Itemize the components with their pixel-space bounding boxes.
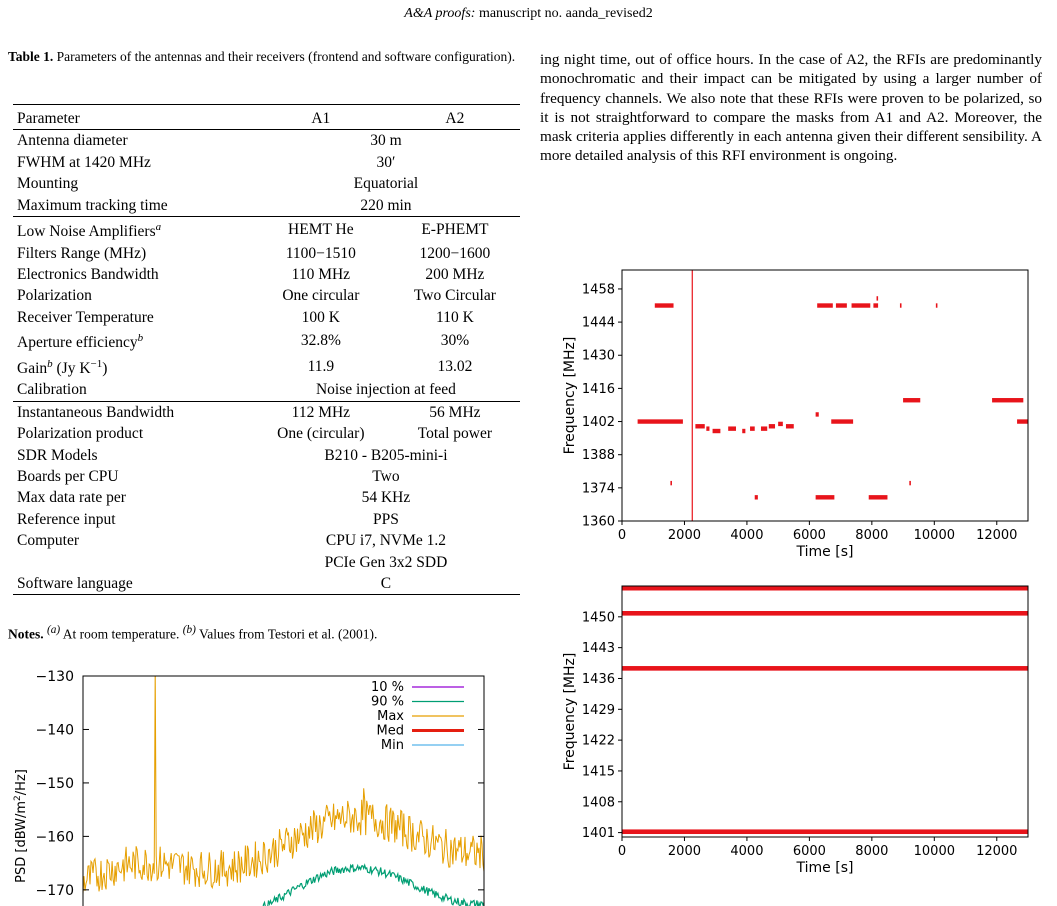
rfi-segment: [903, 398, 920, 402]
rfi-segment: [755, 495, 758, 499]
footnote-mark: b: [47, 357, 53, 370]
table-cell-shared: B210 - B205-mini-i: [324, 446, 448, 464]
y-tick-label: 1360: [581, 514, 615, 530]
y-tick-label: 1458: [581, 282, 615, 298]
table-cell-a1: HEMT He: [252, 217, 390, 243]
table-notes: [8, 624, 520, 643]
parameter-name: Polarization product: [17, 425, 144, 443]
table-cell-parameter: [13, 509, 252, 530]
table-cell-parameter: [13, 173, 252, 194]
table-cell-shared: 30 m: [370, 132, 402, 150]
y-tick-label: 1402: [581, 415, 615, 431]
x-tick-label: 4000: [730, 528, 764, 543]
legend-label: 90 %: [370, 694, 404, 710]
table-cell-a1: One (circular): [277, 425, 365, 443]
parameter-name: Mounting: [17, 175, 79, 193]
table-row: [13, 509, 520, 530]
rfi-segment: [836, 303, 847, 307]
table-cell-parameter: [13, 307, 252, 328]
table-row: [13, 195, 520, 217]
table-cell-a2: 30%: [440, 332, 470, 350]
rfi-segment: [816, 495, 835, 499]
table-caption-label: Table 1.: [8, 49, 54, 64]
table-cell-a2: E-PHEMT: [390, 217, 520, 243]
table-cell-parameter: [13, 573, 252, 595]
parameter-unit-close: ): [102, 359, 108, 377]
legend-label: Max: [377, 709, 404, 724]
y-tick-label: −150: [35, 775, 74, 792]
x-tick-label: 0: [617, 528, 627, 543]
parameter-name: Computer: [17, 532, 79, 550]
note-b-text: Values from Testori et al. (2001).: [195, 626, 378, 642]
table-header-row: [13, 108, 520, 130]
rfi-mask-chart-a1: [548, 262, 1048, 574]
parameter-name: Filters Range (MHz): [17, 244, 147, 262]
table-row: [13, 530, 520, 551]
legend-label: Min: [380, 738, 404, 753]
rfi-segment: [786, 424, 794, 428]
rfi-segment: [909, 481, 911, 485]
table-cell-shared: 220 min: [360, 196, 412, 214]
table-cell-parameter: [13, 445, 252, 466]
table-row: [13, 285, 520, 306]
table-cell-a1: 112 MHz: [252, 401, 390, 423]
parameter-name: Gain: [17, 359, 48, 377]
table-row: [13, 130, 520, 152]
legend-label: Med: [376, 723, 404, 739]
table-row: [13, 423, 520, 444]
table-cell-parameter: [13, 466, 252, 487]
y-tick-label: −160: [35, 829, 74, 846]
y-tick-label: 1436: [581, 671, 615, 687]
rfi-segment: [873, 303, 878, 307]
footnote-mark: a: [155, 221, 162, 234]
table-cell-a1: One circular: [282, 287, 360, 305]
psd-chart: [0, 664, 540, 906]
rfi-segment: [869, 495, 888, 499]
notes-label: Notes.: [8, 626, 44, 642]
table-row: [13, 552, 520, 573]
table-cell-parameter: [13, 354, 252, 380]
parameter-name: Reference input: [17, 510, 116, 528]
y-axis-label: Frequency [MHz]: [562, 652, 578, 771]
parameter-name: SDR Models: [17, 446, 98, 464]
note-a-text: At room temperature.: [60, 626, 183, 642]
parameter-name: Calibration: [17, 381, 87, 399]
y-tick-label: −130: [35, 669, 74, 685]
table-cell-shared: PCIe Gen 3x2 SDD: [324, 553, 448, 571]
parameter-name: Software language: [17, 575, 133, 592]
table-row: [13, 445, 520, 466]
parameter-name: Electronics Bandwidth: [17, 266, 159, 283]
y-tick-label: 1401: [581, 826, 615, 842]
rfi-channel-line: [622, 666, 1028, 671]
table-header-cell: A2: [390, 108, 520, 130]
rfi-segment: [817, 303, 833, 307]
table-cell-a1: 32.8%: [300, 332, 341, 350]
parameter-name: Maximum tracking time: [17, 196, 168, 214]
y-tick-label: 1388: [581, 448, 615, 464]
table-cell-parameter: [13, 423, 252, 444]
parameter-name: Receiver Temperature: [17, 308, 154, 326]
table-row: [13, 401, 520, 423]
table-row: [13, 354, 520, 380]
table-row: [13, 328, 520, 354]
unit-exponent: −1: [90, 357, 103, 370]
table-cell-shared: 54 KHz: [361, 489, 411, 507]
x-tick-label: 8000: [855, 528, 889, 543]
table-cell-a2: 13.02: [437, 357, 473, 375]
table-cell-shared: Equatorial: [353, 175, 419, 193]
x-tick-label: 8000: [855, 844, 889, 859]
y-axis-label-main: PSD [dBW/m: [14, 800, 29, 883]
x-tick-label: 2000: [667, 528, 702, 543]
rfi-segment: [761, 426, 767, 430]
x-tick-label: 4000: [730, 844, 764, 859]
table-cell-a2: Total power: [417, 425, 493, 443]
y-tick-label: 1422: [581, 733, 615, 749]
x-tick-label: 6000: [792, 844, 826, 859]
table-row: [13, 466, 520, 487]
table-row: [13, 307, 520, 328]
table-cell-parameter: [13, 487, 252, 508]
x-axis-label: Time [s]: [796, 544, 854, 560]
table-cell-shared: CPU i7, NVMe 1.2: [325, 532, 446, 550]
table-cell-a1: 11.9: [307, 357, 335, 375]
table-cell-parameter: [13, 195, 252, 217]
rfi-segment: [769, 424, 775, 428]
y-tick-label: 1444: [581, 315, 615, 331]
parameter-name: Boards per CPU: [17, 467, 119, 485]
table-cell-parameter: [13, 530, 252, 551]
x-tick-label: 12000: [976, 528, 1018, 543]
table-cell-parameter: [13, 328, 252, 354]
table-cell-parameter: [13, 401, 252, 423]
table-cell-shared: Two: [372, 467, 400, 485]
rfi-segment: [670, 481, 672, 485]
rfi-segment: [831, 419, 853, 423]
y-tick-label: 1408: [581, 795, 615, 811]
table-row: [13, 173, 520, 194]
rfi-segment: [655, 303, 674, 307]
table-cell-a2: 56 MHz: [390, 401, 520, 423]
rfi-segment: [706, 426, 709, 430]
rfi-channel-line: [622, 611, 1028, 616]
rfi-segment: [992, 398, 1023, 402]
x-axis-label: Time [s]: [796, 860, 854, 876]
rfi-segment: [728, 426, 736, 430]
table-header-cell: Parameter: [13, 108, 252, 130]
table-cell-a2: 1200−1600: [419, 244, 491, 262]
y-axis-label: [13, 769, 29, 883]
table-cell-a2: 200 MHz: [425, 266, 485, 283]
table-cell-a1: 110 MHz: [291, 266, 351, 283]
y-tick-label: 1374: [581, 481, 615, 497]
x-tick-label: 2000: [667, 844, 702, 859]
x-tick-label: 12000: [976, 844, 1018, 859]
parameter-name: Instantaneous Bandwidth: [17, 403, 175, 421]
table-header-cell: A1: [252, 108, 390, 130]
table-cell-parameter: [13, 552, 252, 573]
rfi-channel-line: [622, 586, 1028, 591]
y-axis-label-end: /Hz]: [14, 769, 29, 796]
table-row: [13, 152, 520, 173]
y-tick-label: −170: [35, 882, 74, 899]
parameters-table: [13, 108, 520, 595]
table-cell-parameter: [13, 152, 252, 173]
rfi-segment: [852, 303, 871, 307]
manuscript-label: manuscript no. aanda_revised2: [475, 6, 653, 21]
x-tick-label: 10000: [913, 528, 955, 543]
y-axis-label: Frequency [MHz]: [562, 336, 578, 455]
table-cell-parameter: [13, 217, 252, 243]
parameter-name: Aperture efficiency: [17, 334, 138, 352]
table-cell-shared: C: [252, 573, 520, 595]
parameter-name: Polarization: [17, 287, 92, 305]
parameter-unit: (Jy K: [52, 359, 91, 377]
parameter-name: FWHM at 1420 MHz: [17, 153, 151, 171]
rfi-segment: [936, 303, 938, 307]
journal-name: A&A proofs:: [404, 6, 476, 21]
rfi-segment: [1017, 419, 1028, 423]
parameter-name: Max data rate per: [17, 489, 126, 507]
table-cell-parameter: [13, 264, 252, 285]
rfi-mask-chart-a2: [548, 578, 1048, 890]
plot-frame: [622, 586, 1028, 837]
note-b-mark: (b): [182, 624, 196, 636]
y-tick-label: 1430: [581, 348, 615, 364]
y-axis-label-exponent: 2: [13, 795, 23, 801]
parameter-name: Antenna diameter: [17, 132, 128, 150]
rfi-channel-line: [622, 829, 1028, 834]
y-tick-label: 1450: [581, 610, 615, 626]
rfi-segment: [778, 422, 783, 426]
table-cell-a2: Two Circular: [413, 287, 496, 305]
table-cell-shared: PPS: [373, 510, 399, 528]
rfi-segment: [900, 303, 902, 307]
table-row: [13, 487, 520, 508]
table-caption-text: Parameters of the antennas and their receivers (frontend and software configuration).: [53, 49, 516, 64]
y-tick-label: 1429: [581, 702, 615, 718]
table-cell-shared: Noise injection at feed: [315, 381, 456, 399]
footnote-mark: b: [137, 332, 144, 345]
x-tick-label: 6000: [792, 528, 826, 543]
table-cell-parameter: [13, 130, 252, 152]
rfi-segment: [742, 429, 745, 433]
rfi-segment: [816, 412, 819, 416]
y-tick-label: 1415: [581, 764, 615, 780]
table-cell-a2: 110 K: [436, 308, 474, 326]
table-cell-shared: 30′: [376, 153, 396, 171]
y-tick-label: 1443: [581, 641, 615, 657]
table-cell-a1: 1100−1510: [285, 244, 356, 262]
rfi-segment: [638, 419, 683, 423]
table-cell-a1: 100 K: [301, 308, 340, 326]
rfi-segment: [713, 429, 721, 433]
series-max-line: [83, 665, 484, 894]
table-row: [13, 573, 520, 595]
table-top-rule: [13, 104, 520, 105]
legend-label: 10 %: [370, 680, 404, 695]
table-cell-parameter: [13, 243, 252, 264]
table-row: [13, 264, 520, 285]
rfi-segment: [877, 296, 879, 300]
table-row: [13, 217, 520, 243]
table-cell-parameter: [13, 285, 252, 306]
x-tick-label: 10000: [913, 844, 955, 859]
x-tick-label: 0: [617, 844, 627, 859]
rfi-segment: [750, 426, 755, 430]
rfi-segment: [695, 424, 704, 428]
page-header: [0, 6, 1057, 22]
table-caption: [8, 48, 520, 66]
y-tick-label: −140: [35, 722, 74, 739]
parameter-name: Low Noise Amplifiers: [17, 223, 156, 241]
body-paragraph: ing night time, out of office hours. In the case of A2, the RFIs are predominantly monochromatic and their impact can be mitigated by using a larger number of frequency channels. We also note that these RFIs were proven to be polarized, so it is not straightforward to compare the masks from A1 and A2. Moreover, the mask criteria applies differently in each antenna given their different sensibility. A more detailed analysis of this RFI environment is ongoing.: [540, 51, 1042, 165]
note-a-mark: (a): [47, 624, 61, 636]
table-row: [13, 243, 520, 264]
table-row: [13, 379, 520, 401]
table-cell-parameter: [13, 379, 252, 401]
y-tick-label: 1416: [581, 381, 615, 397]
